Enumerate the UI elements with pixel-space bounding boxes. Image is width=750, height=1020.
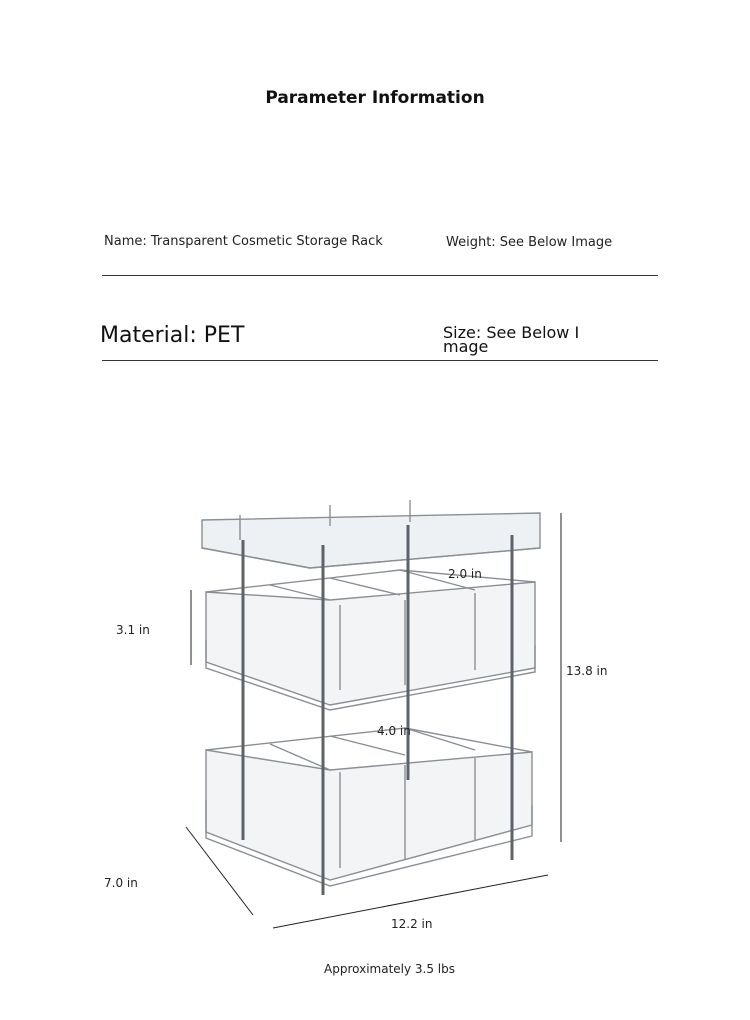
dimension-total-height: 13.8 in	[566, 664, 608, 678]
product-size-line-1: Size: See Below I	[443, 323, 580, 342]
dimension-weight: Approximately 3.5 lbs	[324, 962, 456, 976]
product-weight: Weight: See Below Image	[446, 235, 613, 250]
dimension-width: 12.2 in	[391, 917, 433, 931]
product-name: Name: Transparent Cosmetic Storage Rack	[104, 234, 383, 249]
product-size-line-2: mage	[443, 337, 489, 356]
dimension-tier-height: 3.1 in	[116, 623, 150, 637]
dimension-top-compartment: 2.0 in	[448, 567, 482, 581]
dimension-depth: 7.0 in	[104, 876, 138, 890]
page-title: Parameter Information	[265, 88, 485, 108]
dimension-tier-gap: 4.0 in	[377, 724, 411, 738]
product-material: Material: PET	[100, 323, 245, 348]
